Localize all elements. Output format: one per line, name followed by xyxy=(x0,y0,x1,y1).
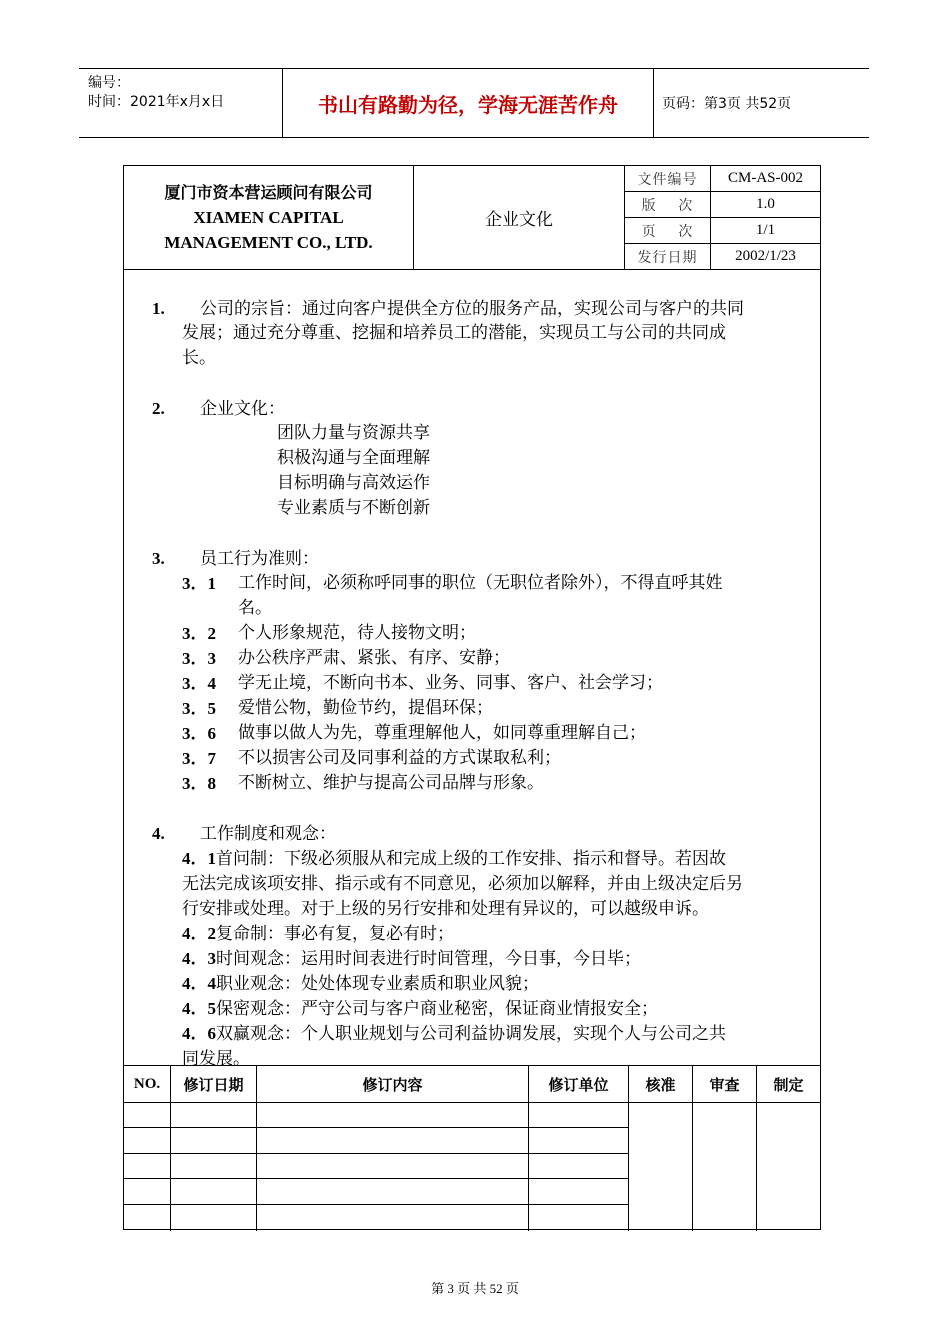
section-title: 员工行为准则： xyxy=(200,549,319,569)
company-cell xyxy=(124,166,414,269)
rule-text: 做事以做人为先，尊重理解他人，如同尊重理解自己； xyxy=(238,723,646,743)
time-label: 时间：2021年x月x日 xyxy=(88,94,225,110)
slogan: 书山有路勤为径，学海无涯苦作舟 xyxy=(318,92,618,117)
policy-text-cont: 同发展。 xyxy=(182,1049,250,1069)
policy-text-cont: 行安排或处理。对于上级的另行安排和处理有异议的，可以越级申诉。 xyxy=(182,899,709,919)
section-1-line-1: 公司的宗旨：通过向客户提供全方位的服务产品，实现公司与客户的共同 xyxy=(200,299,744,319)
section-title: 企业文化： xyxy=(200,399,285,419)
col-header-approve: 核准 xyxy=(645,1075,676,1094)
policy-item xyxy=(182,971,812,997)
rule-number: 3．3 xyxy=(182,649,216,668)
meta-key: 文件编号 xyxy=(625,166,711,191)
meta-value: CM-AS-002 xyxy=(727,170,803,186)
rule-text-cont: 名。 xyxy=(238,598,272,618)
col-header-date: 修订日期 xyxy=(183,1075,244,1094)
revision-table xyxy=(124,1065,820,1231)
meta-row xyxy=(625,192,820,218)
rule-text: 工作时间，必须称呼同事的职位（无职位者除外），不得直呼其姓 xyxy=(238,573,723,593)
policy-text-cont: 无法完成该项安排、指示或有不同意见，必须加以解释，并由上级决定后另 xyxy=(182,874,743,894)
col-header-review: 审查 xyxy=(709,1075,740,1094)
company-name-en-1: XIAMEN CAPITAL xyxy=(193,208,344,227)
policy-text: 保密观念：严守公司与客户商业秘密，保证商业情报安全； xyxy=(216,999,658,1019)
rule-number: 3．2 xyxy=(182,624,216,643)
rule-item xyxy=(182,671,822,697)
rule-item xyxy=(182,746,822,772)
rule-item xyxy=(182,696,822,722)
policy-item xyxy=(182,996,812,1022)
policy-number: 4．2 xyxy=(182,924,216,943)
policy-text: 职业观念：处处体现专业素质和职业风貌； xyxy=(216,974,539,994)
title-block xyxy=(124,166,820,270)
rule-item xyxy=(182,646,822,672)
rule-number: 3．7 xyxy=(182,749,216,768)
rule-item xyxy=(182,771,822,797)
section-number: 2. xyxy=(152,399,165,418)
meta-table xyxy=(625,166,820,269)
policy-text: 双赢观念：个人职业规划与公司利益协调发展，实现个人与公司之共 xyxy=(216,1024,726,1044)
header-slogan-cell xyxy=(283,69,654,137)
header-left-cell xyxy=(79,69,283,137)
document-frame xyxy=(123,165,821,1230)
page-info: 页码：第3页 共52页 xyxy=(662,96,792,112)
section-2-heading xyxy=(152,396,285,422)
rule-number: 3．1 xyxy=(182,574,216,593)
culture-item: 积极沟通与全面理解 xyxy=(277,448,430,468)
meta-row xyxy=(625,244,820,269)
policy-number: 4．4 xyxy=(182,974,216,993)
policy-text: 复命制：事必有复，复必有时； xyxy=(216,924,454,944)
page-header xyxy=(79,68,869,138)
section-number: 4. xyxy=(152,824,165,843)
page-footer: 第 3 页 共 52 页 xyxy=(431,1281,519,1296)
policy-item xyxy=(182,846,812,922)
section-3-heading xyxy=(152,546,319,572)
policy-text: 首问制：下级必须服从和完成上级的工作安排、指示和督导。若因故 xyxy=(216,849,726,869)
meta-row xyxy=(625,166,820,192)
meta-value: 1.0 xyxy=(756,196,775,212)
meta-key: 发行日期 xyxy=(625,244,711,269)
company-name-cn: 厦门市资本营运顾问有限公司 xyxy=(164,183,373,202)
rule-number: 3．8 xyxy=(182,774,216,793)
rule-item xyxy=(182,621,822,647)
meta-value: 2002/1/23 xyxy=(735,248,796,264)
rule-text: 爱惜公物，勤俭节约，提倡环保； xyxy=(238,698,493,718)
policy-number: 4．3 xyxy=(182,949,216,968)
rule-number: 3．6 xyxy=(182,724,216,743)
policy-number: 4．1 xyxy=(182,849,216,868)
rule-text: 不断树立、维护与提高公司品牌与形象。 xyxy=(238,773,544,793)
rule-item xyxy=(182,571,822,618)
rule-text: 个人形象规范，待人接物文明； xyxy=(238,623,476,643)
rule-text: 办公秩序严肃、紧张、有序、安静； xyxy=(238,648,510,668)
section-number: 1. xyxy=(152,299,165,318)
meta-value: 1/1 xyxy=(755,222,776,238)
meta-key: 版 次 xyxy=(625,192,711,217)
rule-item xyxy=(182,721,822,747)
number-label: 编号： xyxy=(88,75,130,91)
col-header-no: NO. xyxy=(133,1075,161,1092)
section-1-line-2: 发展；通过充分尊重、挖掘和培养员工的潜能，实现员工与公司的共同成 xyxy=(182,323,726,343)
rule-text: 学无止境，不断向书本、业务、同事、客户、社会学习； xyxy=(238,673,663,693)
culture-item: 团队力量与资源共享 xyxy=(277,423,430,443)
section-1-heading xyxy=(152,296,744,322)
col-header-author: 制定 xyxy=(773,1075,804,1094)
policy-text: 时间观念：运用时间表进行时间管理，今日事，今日毕； xyxy=(216,949,641,969)
policy-number: 4．6 xyxy=(182,1024,216,1043)
section-1-line-3: 长。 xyxy=(182,348,216,368)
culture-item: 专业素质与不断创新 xyxy=(277,498,430,518)
policy-item xyxy=(182,921,812,947)
col-header-unit: 修订单位 xyxy=(548,1075,609,1094)
section-number: 3. xyxy=(152,549,165,568)
culture-item: 目标明确与高效运作 xyxy=(277,473,430,493)
col-header-content: 修订内容 xyxy=(362,1075,423,1094)
rule-number: 3．4 xyxy=(182,674,216,693)
meta-row xyxy=(625,218,820,244)
rule-text: 不以损害公司及同事利益的方式谋取私利； xyxy=(238,748,561,768)
section-title: 工作制度和观念： xyxy=(200,824,336,844)
rule-number: 3．5 xyxy=(182,699,216,718)
policy-number: 4．5 xyxy=(182,999,216,1018)
section-4-heading xyxy=(152,821,336,847)
company-name-en-2: MANAGEMENT CO., LTD. xyxy=(164,233,373,252)
policy-item xyxy=(182,946,812,972)
meta-key: 页 次 xyxy=(625,218,711,243)
header-page-cell xyxy=(654,69,869,137)
document-title: 企业文化 xyxy=(414,166,625,269)
